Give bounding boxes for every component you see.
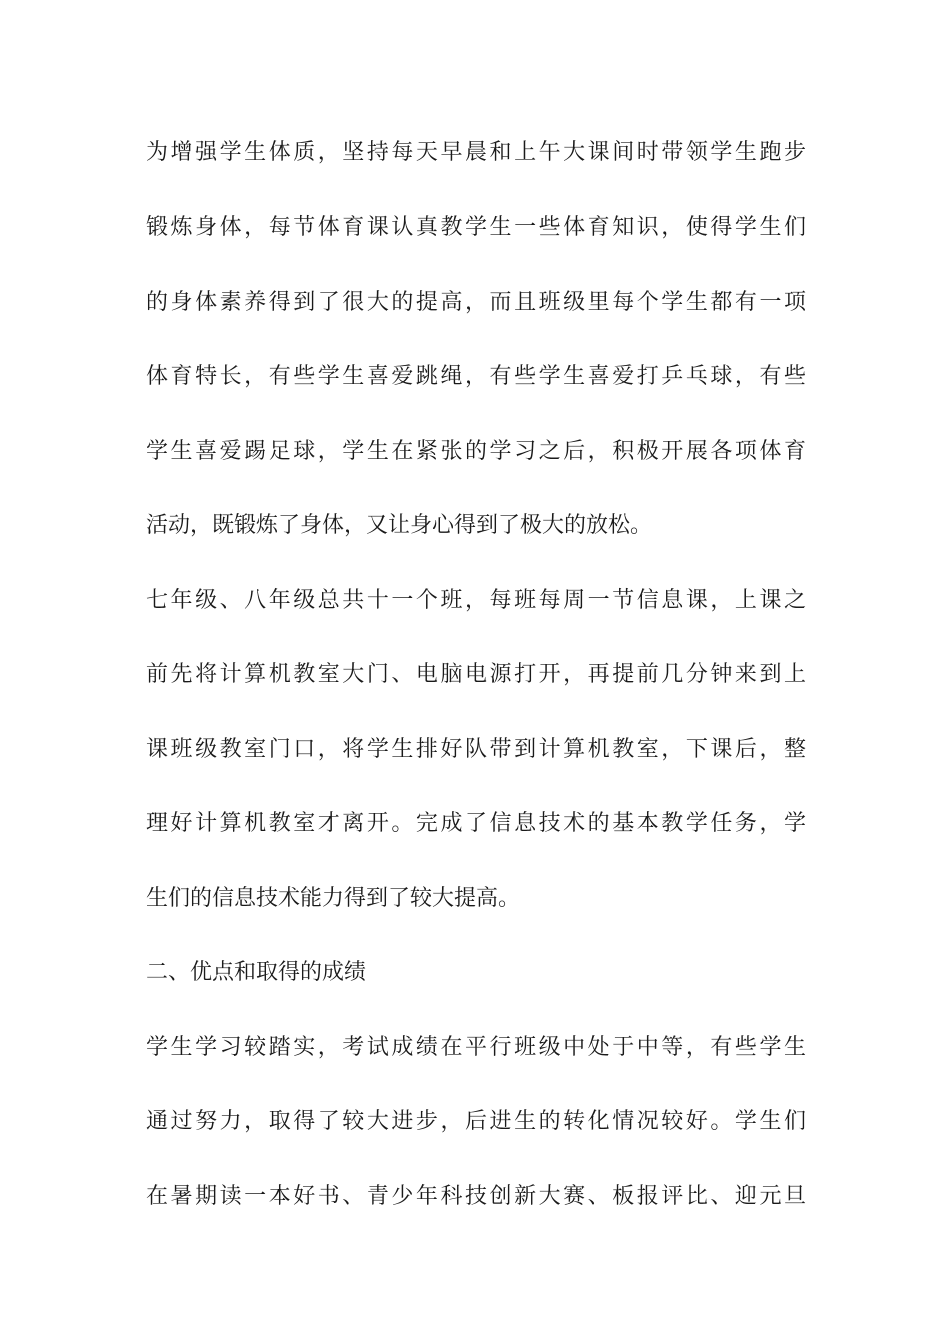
- text-line: 在暑期读一本好书、青少年科技创新大赛、板报评比、迎元旦: [146, 1184, 806, 1209]
- text-line: 为增强学生体质，坚持每天早晨和上午大课间时带领学生跑步: [146, 140, 806, 165]
- text-line: 体育特长，有些学生喜爱跳绳，有些学生喜爱打乒乓球，有些: [146, 364, 806, 389]
- text-line: 学生喜爱踢足球，学生在紧张的学习之后，积极开展各项体育: [146, 439, 806, 464]
- text-line: 七年级、八年级总共十一个班，每班每周一节信息课，上课之: [146, 588, 806, 613]
- text-line: 通过努力，取得了较大进步，后进生的转化情况较好。学生们: [146, 1109, 806, 1134]
- text-line: 前先将计算机教室大门、电脑电源打开，再提前几分钟来到上: [146, 662, 806, 687]
- text-line: 活动，既锻炼了身体，又让身心得到了极大的放松。: [146, 513, 653, 538]
- text-line: 的身体素养得到了很大的提高，而且班级里每个学生都有一项: [146, 290, 806, 315]
- section-heading: 二、优点和取得的成绩: [146, 960, 367, 985]
- text-line: 锻炼身体，每节体育课认真教学生一些体育知识，使得学生们: [146, 215, 806, 240]
- text-line: 学生学习较踏实，考试成绩在平行班级中处于中等，有些学生: [146, 1035, 806, 1060]
- text-line: 生们的信息技术能力得到了较大提高。: [146, 886, 521, 911]
- text-line: 课班级教室门口，将学生排好队带到计算机教室，下课后，整: [146, 737, 806, 762]
- text-line: 理好计算机教室才离开。完成了信息技术的基本教学任务，学: [146, 811, 806, 836]
